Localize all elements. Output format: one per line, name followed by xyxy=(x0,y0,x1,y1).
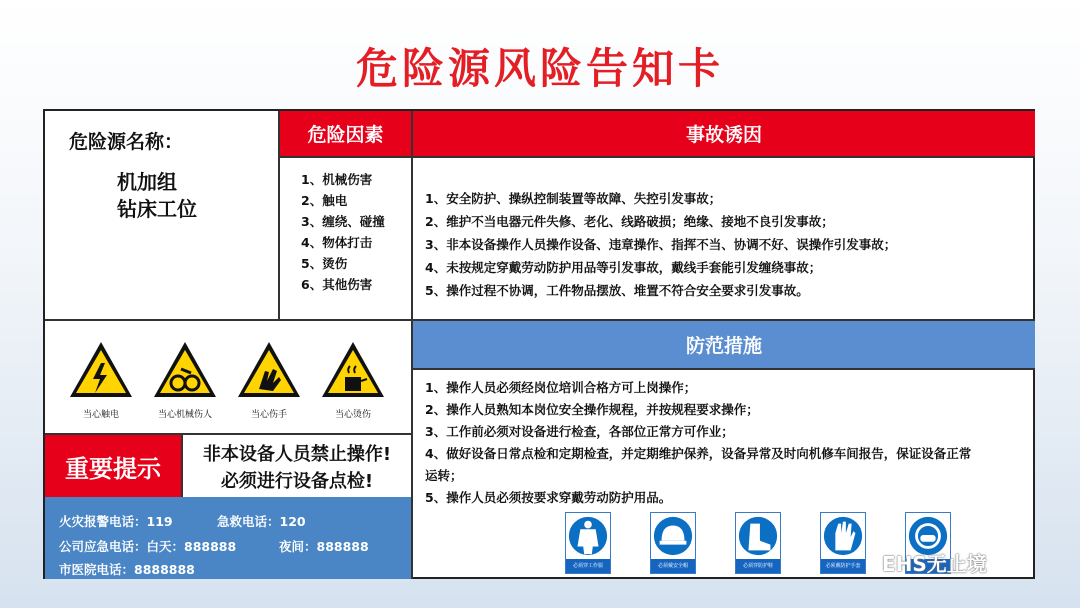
source-name-line2: 钻床工位 xyxy=(117,197,197,221)
protection-caption: 必须戴安全帽 xyxy=(651,559,695,573)
protection-sign xyxy=(735,512,781,574)
risk-card xyxy=(43,109,1035,579)
protection-sign xyxy=(820,512,866,574)
measure-item: 3、工作前必须对设备进行检查，各部位正常方可作业； xyxy=(425,424,734,439)
divider xyxy=(413,368,1035,370)
emergency-phone: 急救电话：120 xyxy=(217,514,306,529)
warning-sign xyxy=(151,339,219,420)
safety-helmet-icon xyxy=(651,513,695,559)
warning-sign xyxy=(67,339,135,420)
source-label: 危险源名称： xyxy=(69,131,184,153)
protection-caption: 必须穿工作服 xyxy=(566,559,610,573)
protection-caption: 必须穿防护鞋 xyxy=(736,559,780,573)
warning-sign xyxy=(235,339,303,420)
cause-item: 5、操作过程不协调，工件物品摆放、堆置不符合安全要求引发事故。 xyxy=(425,283,809,298)
measure-item: 运转； xyxy=(425,468,463,483)
contact-panel xyxy=(45,497,411,579)
source-name-line1: 机加组 xyxy=(117,170,177,194)
scald-warning-icon xyxy=(319,339,387,401)
measure-item: 4、做好设备日常点检和定期检查，并定期维护保养，设备异常及时向机修车间报告，保证设备正常 xyxy=(425,446,972,461)
warning-sign xyxy=(319,339,387,420)
factor-item: 4、物体打击 xyxy=(301,235,373,250)
warning-caption: 当心触电 xyxy=(82,410,119,420)
work-clothes-icon xyxy=(566,513,610,559)
notice-line1: 非本设备人员禁止操作! xyxy=(202,444,392,465)
company-night-phone: 夜间：888888 xyxy=(279,539,369,554)
notice-line2: 必须进行设备点检! xyxy=(220,471,374,492)
factor-item: 2、触电 xyxy=(301,193,348,208)
warning-caption: 当心烫伤 xyxy=(334,410,371,420)
machine-injury-warning-icon xyxy=(151,339,219,401)
fire-phone: 火灾报警电话：119 xyxy=(59,514,173,529)
protection-sign xyxy=(565,512,611,574)
electric-shock-warning-icon xyxy=(67,339,135,401)
cause-item: 4、未按规定穿戴劳动防护用品等引发事故，戴线手套能引发缠绕事故； xyxy=(425,260,822,275)
measure-item: 5、操作人员必须按要求穿戴劳动防护用品。 xyxy=(425,490,672,505)
warning-signs xyxy=(45,323,411,433)
factor-item: 1、机械伤害 xyxy=(301,172,373,187)
watermark: EHS无止境 xyxy=(882,552,987,576)
page-title: 危险源风险告知卡 xyxy=(355,44,724,93)
factor-item: 3、缠绕、碰撞 xyxy=(301,214,385,229)
factor-item: 5、烫伤 xyxy=(301,256,348,271)
cause-item: 1、安全防护、操纵控制装置等故障、失控引发事故； xyxy=(425,191,722,206)
important-label: 重要提示 xyxy=(45,435,181,497)
measure-item: 1、操作人员必须经岗位培训合格方可上岗操作； xyxy=(425,380,697,395)
protective-gloves-icon xyxy=(821,513,865,559)
cause-item: 2、维护不当电器元件失修、老化、线路破损；绝缘、接地不良引发事故； xyxy=(425,214,834,229)
protection-sign xyxy=(650,512,696,574)
divider xyxy=(280,156,1035,158)
measure-item: 2、操作人员熟知本岗位安全操作规程，并按规程要求操作； xyxy=(425,402,759,417)
factor-item: 6、其他伤害 xyxy=(301,277,373,292)
warning-caption: 当心伤手 xyxy=(250,410,287,420)
causes-header: 事故诱因 xyxy=(413,111,1035,156)
cause-item: 3、非本设备操作人员操作设备、违章操作、指挥不当、协调不好、误操作引发事故； xyxy=(425,237,897,252)
warning-caption: 当心机械伤人 xyxy=(157,410,212,420)
measures-header: 防范措施 xyxy=(413,321,1035,368)
causes-list xyxy=(425,187,896,302)
measures-list xyxy=(425,377,971,509)
company-day-phone: 公司应急电话：白天：888888 xyxy=(59,539,237,554)
hand-injury-warning-icon xyxy=(235,339,303,401)
factors-list xyxy=(301,169,385,295)
factors-header: 危险因素 xyxy=(280,111,411,156)
protection-caption: 必须戴防护手套 xyxy=(821,559,865,573)
hospital-phone: 市医院电话：8888888 xyxy=(59,562,195,577)
protective-shoes-icon xyxy=(736,513,780,559)
